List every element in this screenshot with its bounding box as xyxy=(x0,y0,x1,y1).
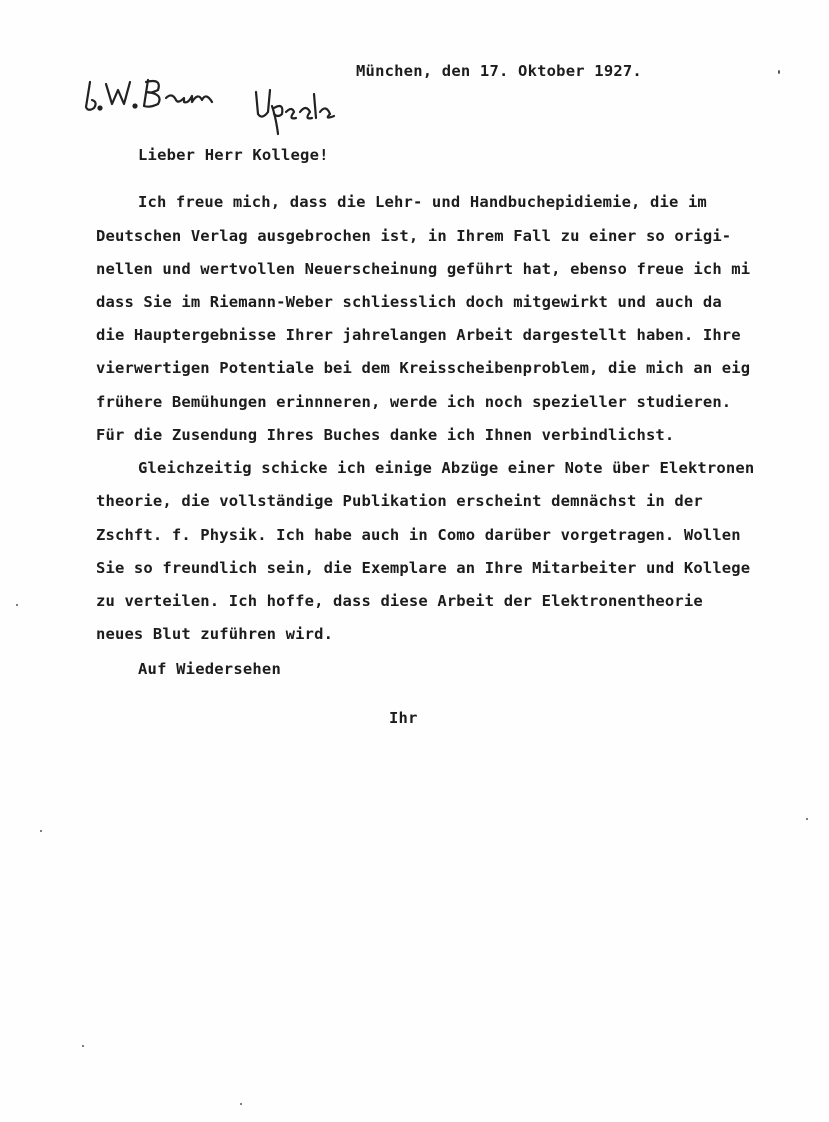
paragraph2-line: zu verteilen. Ich hoffe, dass diese Arbeit der Elektronentheorie xyxy=(96,592,703,610)
paragraph1-line: Deutschen Verlag ausgebrochen ist, in Ihrem Fall zu einer so origi- xyxy=(96,227,732,245)
paragraph2-line: Sie so freundlich sein, die Exemplare an Ihre Mitarbeiter und Kollege xyxy=(96,559,751,577)
handwritten-annotation xyxy=(80,62,350,142)
paragraph2-line: theorie, die vollständige Publikation erscheint demnächst in der xyxy=(96,492,703,510)
paragraph1-line: dass Sie im Riemann-Weber schliesslich doch mitgewirkt und auch da xyxy=(96,293,722,311)
scan-speck xyxy=(778,70,780,74)
place-date: München, den 17. Oktober 1927. xyxy=(356,62,642,80)
salutation: Lieber Herr Kollege! xyxy=(138,146,329,164)
scan-speck xyxy=(806,818,808,820)
scan-speck xyxy=(40,830,42,832)
closing: Auf Wiedersehen xyxy=(138,660,281,678)
scan-speck xyxy=(240,1103,242,1105)
signature-word: Ihr xyxy=(389,709,418,727)
scan-speck xyxy=(16,604,18,606)
paragraph1-line: Für die Zusendung Ihres Buches danke ich Ihnen verbindlichst. xyxy=(96,426,675,444)
paragraph1-line: Ich freue mich, dass die Lehr- und Handbuchepidiemie, die im xyxy=(138,193,707,211)
scan-speck xyxy=(82,1045,84,1047)
paragraph1-line: nellen und wertvollen Neuerscheinung geführt hat, ebenso freue ich mi xyxy=(96,260,751,278)
paragraph1-line: vierwertigen Potentiale bei dem Kreisscheibenproblem, die mich an eig xyxy=(96,359,751,377)
paragraph1-line: frühere Bemühungen erinnneren, werde ich noch spezieller studieren. xyxy=(96,393,732,411)
paragraph2-line: neues Blut zuführen wird. xyxy=(96,625,334,643)
paragraph1-line: die Hauptergebnisse Ihrer jahrelangen Arbeit dargestellt haben. Ihre xyxy=(96,326,741,344)
paragraph2-line: Zschft. f. Physik. Ich habe auch in Como darüber vorgetragen. Wollen xyxy=(96,526,741,544)
paragraph2-line: Gleichzeitig schicke ich einige Abzüge einer Note über Elektronen xyxy=(138,459,755,477)
